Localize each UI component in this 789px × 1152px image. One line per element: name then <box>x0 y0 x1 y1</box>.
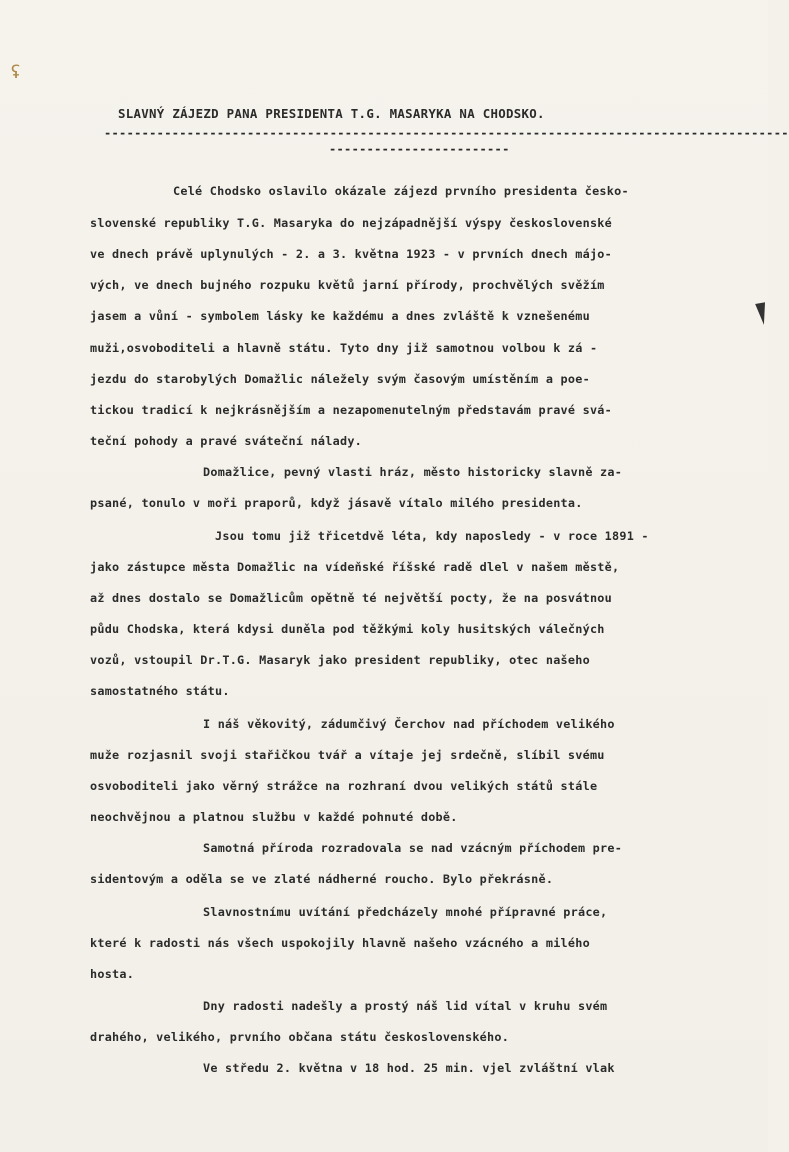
text-line: slovenské republiky T.G. Masaryka do nejzápadnější výspy československé <box>90 216 613 230</box>
text-line: I náš věkovitý, zádumčivý Čerchov nad příchodem velikého <box>203 717 615 731</box>
margin-arrow-mark <box>755 302 769 325</box>
text-line: jasem a vůní - symbolem lásky ke každému a dnes zvláště k vznešenému <box>90 309 590 323</box>
title-underline: ------------------------------------------------------------------------------------------- <box>104 126 789 140</box>
text-line: které k radosti nás všech uspokojily hlavně našeho vzácného a milého <box>90 936 590 950</box>
text-line: tickou tradicí k nejkrásnějším a nezapomenutelným představám pravé svá- <box>90 403 613 417</box>
text-line: neochvějnou a platnou službu v každé pohnuté době. <box>90 810 458 824</box>
text-line: hosta. <box>90 967 135 981</box>
text-line: psané, tonulo v moři praporů, když jásavě vítalo milého presidenta. <box>90 496 583 510</box>
text-line: Celé Chodsko oslavilo okázale zájezd prvního presidenta česko- <box>173 184 629 198</box>
text-line: vých, ve dnech bujného rozpuku květů jarní přírody, prochvělých svěžím <box>90 278 605 292</box>
text-line: osvoboditeli jako věrný strážce na rozhraní dvou velikých států stále <box>90 779 598 793</box>
text-line: Ve středu 2. května v 18 hod. 25 min. vjel zvláštní vlak <box>203 1061 615 1075</box>
text-line: jako zástupce města Domažlic na vídeňské říšské radě dlel v našem městě, <box>90 560 620 574</box>
text-line: muži,osvoboditeli a hlavně státu. Tyto dny již samotnou volbou k zá - <box>90 341 598 355</box>
text-line: Dny radosti nadešly a prostý náš lid vítal v kruhu svém <box>203 999 608 1013</box>
text-line: teční pohody a pravé sváteční nálady. <box>90 434 363 448</box>
margin-pencil-mark: ʢ <box>10 62 21 83</box>
text-line: ve dnech právě uplynulých - 2. a 3. května 1923 - v prvních dnech májo- <box>90 247 613 261</box>
text-line: Samotná příroda rozradovala se nad vzácným příchodem pre- <box>203 841 623 855</box>
document-title: SLAVNÝ ZÁJEZD PANA PRESIDENTA T.G. MASARYKA NA CHODSKO. <box>118 106 545 121</box>
text-line: jezdu do starobylých Domažlic náležely svým časovým umístěním a poe- <box>90 372 590 386</box>
title-underline-short: ------------------------ <box>329 142 510 156</box>
text-line: až dnes dostalo se Domažlicům opětně té největší pocty, že na posvátnou <box>90 591 613 605</box>
text-line: Jsou tomu již třicetdvě léta, kdy naposledy - v roce 1891 - <box>215 529 649 543</box>
text-line: půdu Chodska, která kdysi duněla pod těžkými koly husitských válečných <box>90 622 605 636</box>
text-line: Domažlice, pevný vlasti hráz, město historicky slavně za- <box>203 465 623 479</box>
text-line: drahého, velikého, prvního občana státu československého. <box>90 1030 510 1044</box>
text-line: samostatného státu. <box>90 684 230 698</box>
text-line: vozů, vstoupil Dr.T.G. Masaryk jako president republiky, otec našeho <box>90 653 590 667</box>
text-line: muže rozjasnil svoji stařičkou tvář a vítaje jej srdečně, slíbil svému <box>90 748 605 762</box>
text-line: sidentovým a oděla se ve zlaté nádherné roucho. Bylo překrásně. <box>90 872 554 886</box>
text-line: Slavnostnímu uvítání předcházely mnohé přípravné práce, <box>203 905 608 919</box>
